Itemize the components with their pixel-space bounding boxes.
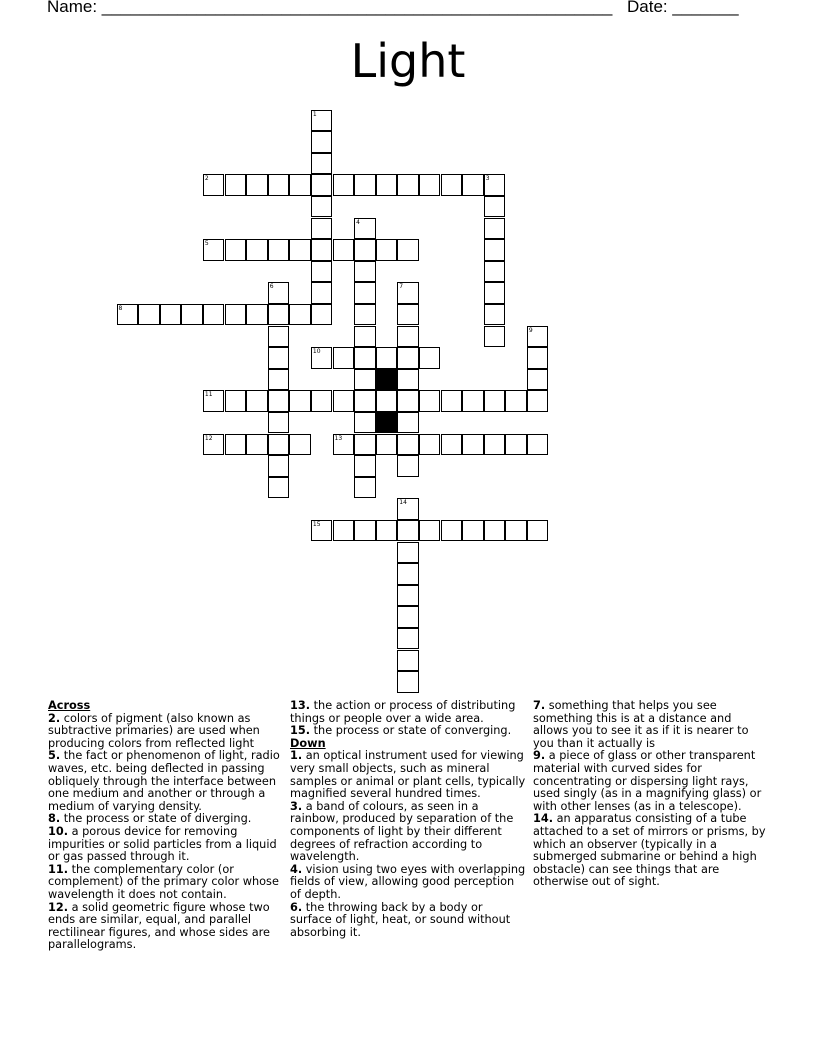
grid-cell[interactable] <box>333 390 355 412</box>
clue-number-label: 13 <box>334 434 343 442</box>
grid-cell[interactable] <box>484 520 506 542</box>
grid-cell[interactable] <box>397 563 419 585</box>
grid-cell[interactable] <box>441 520 463 542</box>
grid-cell[interactable] <box>289 239 311 261</box>
grid-cell[interactable] <box>505 434 527 456</box>
clue-across <box>290 725 526 738</box>
grid-cell[interactable] <box>397 628 419 650</box>
grid-cell[interactable] <box>268 282 290 304</box>
grid-cell[interactable] <box>354 477 376 499</box>
grid-cell[interactable] <box>419 174 441 196</box>
grid-cell[interactable] <box>354 434 376 456</box>
grid-cell[interactable] <box>484 218 506 240</box>
grid-cell[interactable] <box>225 390 247 412</box>
clue-number-label: 15 <box>312 520 321 528</box>
grid-cell[interactable] <box>268 347 290 369</box>
clue-number: 2. <box>48 711 61 725</box>
grid-cell[interactable] <box>246 434 268 456</box>
clue-number: 11. <box>48 862 69 876</box>
name-field: Name: ______________________________________________________ <box>47 0 613 16</box>
grid-cell[interactable] <box>225 304 247 326</box>
clue-text: an optical instrument used for viewing very small objects, such as mineral samples or animal or plant cells, typically magnified several hundred times. <box>290 749 526 801</box>
clue-text: the process or state of diverging. <box>63 812 252 826</box>
grid-cell[interactable] <box>311 110 333 132</box>
grid-cell[interactable] <box>505 520 527 542</box>
grid-cell[interactable] <box>527 326 549 348</box>
grid-cell[interactable] <box>441 174 463 196</box>
grid-cell[interactable] <box>484 261 506 283</box>
clue-text: the complementary color (or complement) of the primary color whose wavelength it does not contain. <box>48 862 279 901</box>
grid-cell[interactable] <box>268 239 290 261</box>
grid-cell[interactable] <box>225 434 247 456</box>
grid-cell[interactable] <box>333 347 355 369</box>
grid-cell[interactable] <box>246 390 268 412</box>
black-square <box>376 369 398 391</box>
clue-number: 6. <box>290 900 303 914</box>
grid-cell[interactable] <box>484 174 506 196</box>
grid-cell[interactable] <box>311 304 333 326</box>
clue-text: a solid geometric figure whose two ends are similar, equal, and parallel rectilinear figures, and whose sides are parallelograms. <box>48 900 271 952</box>
clue-text: a piece of glass or other transparent material with curved sides for concentrating or dispersing light rays, used singly (as in a magnifying glass) or with other lenses (as in a telescope). <box>533 749 762 813</box>
clue-across <box>48 750 284 813</box>
clue-across <box>48 826 284 864</box>
clue-down <box>533 813 769 889</box>
grid-cell[interactable] <box>419 520 441 542</box>
grid-cell[interactable] <box>311 196 333 218</box>
grid-cell[interactable] <box>484 239 506 261</box>
clue-across <box>48 902 284 952</box>
grid-cell[interactable] <box>268 412 290 434</box>
grid-cell[interactable] <box>484 390 506 412</box>
clue-text: something that helps you see something this is at a distance and allows you to see it as if it is nearer to you than it actually is <box>533 699 749 750</box>
grid-cell[interactable] <box>397 347 419 369</box>
clue-text: an apparatus consisting of a tube attached to a set of mirrors or prisms, by which an observer (typically in a submerged submarine or behind a high obstacle) can see things that are otherwise out of sight. <box>533 812 766 889</box>
grid-cell[interactable] <box>268 369 290 391</box>
grid-cell[interactable] <box>203 390 225 412</box>
grid-cell[interactable] <box>462 390 484 412</box>
grid-cell[interactable] <box>376 434 398 456</box>
across-heading: Across <box>48 699 91 712</box>
clue-text: colors of pigment (also known as subtractive primaries) are used when producing colors from reflected light <box>48 711 260 750</box>
grid-cell[interactable] <box>311 218 333 240</box>
clues-column-1 <box>48 700 284 952</box>
grid-cell[interactable] <box>268 326 290 348</box>
grid-cell[interactable] <box>289 174 311 196</box>
clue-number-label: 12 <box>204 434 213 442</box>
grid-cell[interactable] <box>333 434 355 456</box>
grid-cell[interactable] <box>527 434 549 456</box>
clue-number: 7. <box>533 699 546 712</box>
grid-cell[interactable] <box>419 434 441 456</box>
grid-cell[interactable] <box>311 131 333 153</box>
grid-cell[interactable] <box>225 174 247 196</box>
grid-cell[interactable] <box>160 304 182 326</box>
grid-cell[interactable] <box>268 174 290 196</box>
clue-text: a band of colours, as seen in a rainbow, produced by separation of the components of light by their different degrees of refraction according to wavelength. <box>290 799 514 864</box>
clue-number: 14. <box>533 812 554 826</box>
grid-cell[interactable] <box>268 304 290 326</box>
grid-cell[interactable] <box>484 434 506 456</box>
grid-cell[interactable] <box>333 520 355 542</box>
grid-cell[interactable] <box>225 239 247 261</box>
grid-cell[interactable] <box>333 174 355 196</box>
grid-cell[interactable] <box>397 434 419 456</box>
grid-cell[interactable] <box>419 390 441 412</box>
grid-cell[interactable] <box>181 304 203 326</box>
grid-cell[interactable] <box>203 434 225 456</box>
grid-cell[interactable] <box>397 650 419 672</box>
grid-cell[interactable] <box>268 477 290 499</box>
grid-cell[interactable] <box>354 282 376 304</box>
clue-number: 13. <box>290 699 311 712</box>
grid-cell[interactable] <box>397 542 419 564</box>
grid-cell[interactable] <box>311 174 333 196</box>
grid-cell[interactable] <box>203 239 225 261</box>
grid-cell[interactable] <box>397 390 419 412</box>
grid-cell[interactable] <box>419 347 441 369</box>
grid-cell[interactable] <box>203 174 225 196</box>
clue-across <box>48 713 284 751</box>
grid-cell[interactable] <box>246 304 268 326</box>
clue-text: the process or state of converging. <box>313 724 512 738</box>
clue-across <box>290 700 526 725</box>
grid-cell[interactable] <box>376 520 398 542</box>
grid-cell[interactable] <box>527 520 549 542</box>
clue-number-label: 9 <box>528 326 533 334</box>
grid-cell[interactable] <box>354 261 376 283</box>
clue-number-label: 1 <box>312 110 317 118</box>
grid-cell[interactable] <box>289 434 311 456</box>
grid-cell[interactable] <box>268 434 290 456</box>
grid-cell[interactable] <box>354 369 376 391</box>
date-field: Date: _______ <box>627 0 739 16</box>
grid-cell[interactable] <box>311 153 333 175</box>
clue-across <box>48 864 284 902</box>
grid-cell[interactable] <box>397 174 419 196</box>
grid-cell[interactable] <box>441 390 463 412</box>
clue-number: 4. <box>290 862 303 876</box>
grid-cell[interactable] <box>397 520 419 542</box>
grid-cell[interactable] <box>462 434 484 456</box>
grid-cell[interactable] <box>376 239 398 261</box>
clue-number: 1. <box>290 749 303 763</box>
clue-down <box>533 750 769 813</box>
grid-cell[interactable] <box>376 390 398 412</box>
clue-down <box>290 864 526 902</box>
clue-number-label: 14 <box>399 499 407 507</box>
grid-cell[interactable] <box>527 390 549 412</box>
grid-cell[interactable] <box>354 520 376 542</box>
clue-down <box>290 902 526 940</box>
grid-cell[interactable] <box>289 304 311 326</box>
clue-number-label: 3 <box>485 175 490 183</box>
clue-down <box>533 700 769 750</box>
grid-cell[interactable] <box>397 412 419 434</box>
grid-cell[interactable] <box>527 347 549 369</box>
grid-cell[interactable] <box>311 347 333 369</box>
grid-cell[interactable] <box>484 304 506 326</box>
clue-number: 3. <box>290 799 303 813</box>
clue-number-label: 4 <box>356 218 360 226</box>
grid-cell[interactable] <box>117 304 139 326</box>
grid-cell[interactable] <box>376 174 398 196</box>
grid-cell[interactable] <box>397 369 419 391</box>
clue-number: 12. <box>48 900 69 914</box>
grid-cell[interactable] <box>397 239 419 261</box>
grid-cell[interactable] <box>397 585 419 607</box>
grid-cell[interactable] <box>354 218 376 240</box>
grid-cell[interactable] <box>354 347 376 369</box>
grid-cell[interactable] <box>397 326 419 348</box>
clue-text: the action or process of distributing things or people over a wide area. <box>290 699 516 725</box>
clue-number: 15. <box>290 724 311 738</box>
clue-number: 5. <box>48 749 61 763</box>
clue-number-label: 2 <box>204 175 209 183</box>
grid-cell[interactable] <box>246 239 268 261</box>
grid-cell[interactable] <box>527 369 549 391</box>
grid-cell[interactable] <box>354 304 376 326</box>
grid-cell[interactable] <box>397 282 419 304</box>
clue-down <box>290 801 526 864</box>
clue-number-label: 8 <box>118 304 123 312</box>
grid-cell[interactable] <box>484 196 506 218</box>
clue-number: 10. <box>48 824 69 838</box>
clue-number-label: 7 <box>399 283 404 291</box>
grid-cell[interactable] <box>354 412 376 434</box>
grid-cell[interactable] <box>462 520 484 542</box>
grid-cell[interactable] <box>397 671 419 693</box>
clue-number-label: 6 <box>269 283 274 291</box>
grid-cell[interactable] <box>311 282 333 304</box>
grid-cell[interactable] <box>397 498 419 520</box>
grid-cell[interactable] <box>354 390 376 412</box>
grid-cell[interactable] <box>397 304 419 326</box>
grid-cell[interactable] <box>354 455 376 477</box>
grid-cell[interactable] <box>138 304 160 326</box>
grid-cell[interactable] <box>376 347 398 369</box>
grid-cell[interactable] <box>311 239 333 261</box>
grid-cell[interactable] <box>246 174 268 196</box>
down-heading: Down <box>290 736 326 750</box>
grid-cell[interactable] <box>311 390 333 412</box>
clue-text: the fact or phenomenon of light, radio waves, etc. being deflected in passing obliquely through the interface between one medium and another or through a medium of varying density. <box>48 749 280 813</box>
black-square <box>376 412 398 434</box>
grid-cell[interactable] <box>505 390 527 412</box>
grid-cell[interactable] <box>354 239 376 261</box>
grid-cell[interactable] <box>203 304 225 326</box>
clue-number: 9. <box>533 749 546 763</box>
clue-number-label: 10 <box>312 348 321 356</box>
grid-cell[interactable] <box>354 174 376 196</box>
clue-text: vision using two eyes with overlapping fields of view, allowing good perception of depth. <box>290 862 526 901</box>
grid-cell[interactable] <box>289 390 311 412</box>
clues-column-3 <box>533 700 769 889</box>
grid-cell[interactable] <box>441 434 463 456</box>
clue-number-label: 11 <box>204 391 213 399</box>
grid-cell[interactable] <box>354 326 376 348</box>
grid-cell[interactable] <box>397 455 419 477</box>
clue-number: 8. <box>48 812 61 826</box>
puzzle-title: Light <box>350 34 466 88</box>
clue-text: a porous device for removing impurities or solid particles from a liquid or gas passed through it. <box>48 824 277 864</box>
grid-cell[interactable] <box>268 390 290 412</box>
clue-text: the throwing back by a body or surface of light, heat, or sound without absorbing it. <box>290 900 511 939</box>
grid-cell[interactable] <box>268 455 290 477</box>
grid-cell[interactable] <box>462 174 484 196</box>
grid-cell[interactable] <box>484 282 506 304</box>
clue-number-label: 5 <box>204 240 209 248</box>
grid-cell[interactable] <box>311 261 333 283</box>
grid-cell[interactable] <box>484 326 506 348</box>
grid-cell[interactable] <box>397 606 419 628</box>
grid-cell[interactable] <box>333 239 355 261</box>
clues-column-2 <box>290 700 526 939</box>
clue-down <box>290 750 526 800</box>
grid-cell[interactable] <box>311 520 333 542</box>
